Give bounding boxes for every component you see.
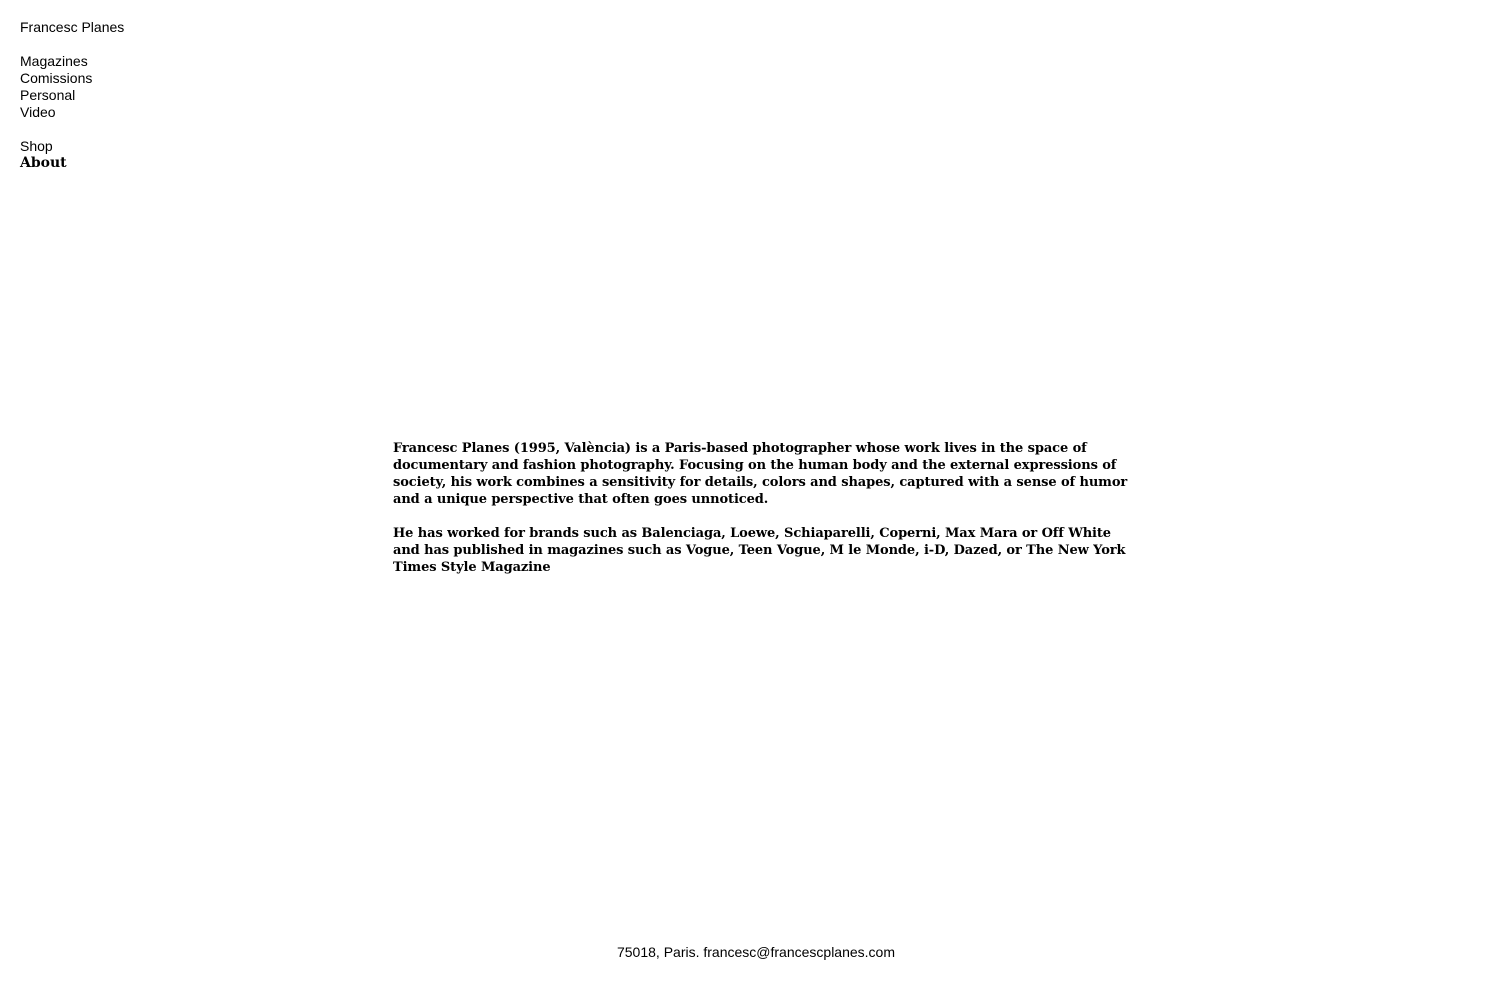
nav-item-comissions[interactable]: Comissions [20, 70, 93, 86]
about-paragraph-bio: Francesc Planes (1995, València) is a Paris-based photographer whose work lives in the space of documentary and fashion photography. Focusing on the human body and the external expressions of society, his work combines a sensitivity for details, colors and shapes, captured with a sense of humor and a unique perspective that often goes unnoticed. [393, 441, 1128, 507]
nav-item-video[interactable]: Video [20, 104, 56, 120]
site-title-link[interactable]: Francesc Planes [20, 19, 125, 35]
about-section [393, 440, 1128, 576]
nav-item-personal[interactable]: Personal [20, 87, 76, 103]
nav-spacer [20, 36, 124, 53]
footer [0, 944, 1512, 961]
footer-email-link[interactable]: francesc@francescplanes.com [703, 944, 895, 960]
nav-item-about[interactable]: About [20, 155, 67, 171]
main-navigation [20, 19, 124, 172]
footer-address: 75018, Paris. [616, 944, 700, 960]
nav-item-shop[interactable]: Shop [20, 138, 53, 154]
about-paragraph-clients: He has worked for brands such as Balenciaga, Loewe, Schiaparelli, Coperni, Max Mara or Off White and has published in magazines such as Vogue, Teen Vogue, M le Monde, i-D, Dazed, or The New York Times Style Magazine [393, 526, 1126, 575]
nav-spacer [20, 121, 124, 138]
nav-item-magazines[interactable]: Magazines [20, 53, 88, 69]
